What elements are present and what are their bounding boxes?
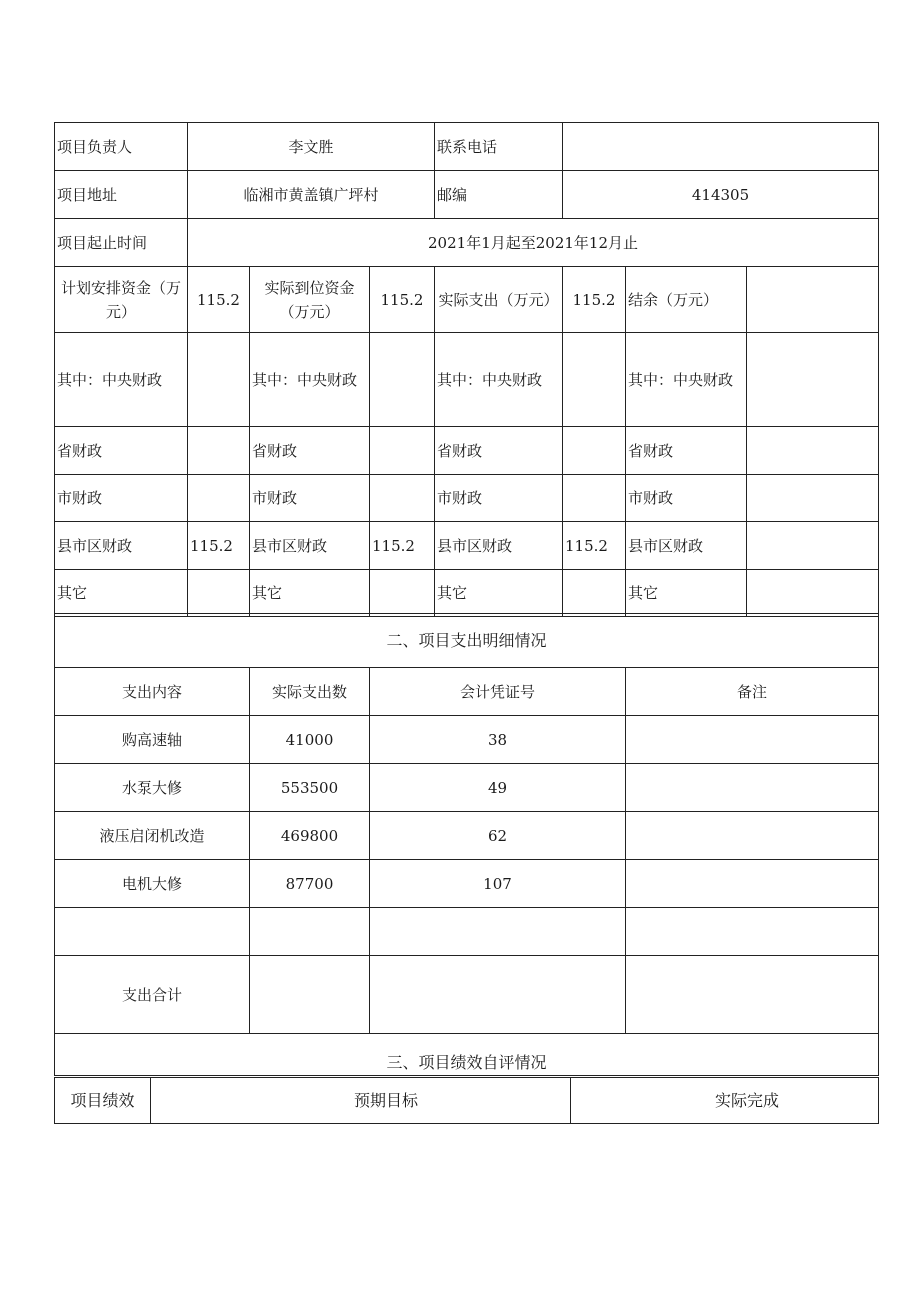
- expense-amount: 553500: [250, 764, 370, 812]
- fund-source-label: 其它: [435, 570, 563, 617]
- fund-source-label: 市财政: [626, 475, 747, 522]
- expense-total-voucher: [370, 956, 626, 1034]
- planned-funds-label: 计划安排资金（万元）: [55, 267, 188, 333]
- performance-table: [54, 1077, 879, 1124]
- expense-amount: 41000: [250, 716, 370, 764]
- expense-total-row: [55, 956, 879, 1034]
- fund-source-value: [747, 475, 879, 522]
- balance-label: 结余（万元）: [626, 267, 747, 333]
- expense-total-label: 支出合计: [55, 956, 250, 1034]
- actual-spend-label: 实际支出（万元）: [435, 267, 563, 333]
- expense-row: [55, 908, 879, 956]
- fund-row: [55, 333, 879, 427]
- expense-header-note: 备注: [626, 668, 879, 716]
- fund-source-value: [563, 475, 626, 522]
- expense-item: 购高速轴: [55, 716, 250, 764]
- performance-col-expected: 预期目标: [151, 1078, 571, 1124]
- expense-note: [626, 908, 879, 956]
- period-label: 项目起止时间: [55, 219, 188, 267]
- fund-source-value: 115.2: [563, 522, 626, 570]
- performance-col-actual: 实际完成: [571, 1078, 879, 1124]
- phone-label: 联系电话: [435, 123, 563, 171]
- project-info-table: [54, 122, 879, 617]
- fund-source-label: 其中：中央财政: [55, 333, 188, 427]
- expense-note: [626, 860, 879, 908]
- actual-funds-value: 115.2: [370, 267, 435, 333]
- address-value: 临湘市黄盖镇广坪村: [188, 171, 435, 219]
- fund-source-value: [747, 570, 879, 617]
- fund-source-label: 其它: [55, 570, 188, 617]
- phone-value: [563, 123, 879, 171]
- fund-source-value: [563, 333, 626, 427]
- fund-source-value: 115.2: [370, 522, 435, 570]
- expense-voucher: 38: [370, 716, 626, 764]
- fund-source-value: [563, 570, 626, 617]
- expense-total-amount: [250, 956, 370, 1034]
- leader-label: 项目负责人: [55, 123, 188, 171]
- expense-item: 水泵大修: [55, 764, 250, 812]
- fund-source-value: [370, 333, 435, 427]
- expense-row: [55, 860, 879, 908]
- expense-amount: 87700: [250, 860, 370, 908]
- expense-header-voucher: 会计凭证号: [370, 668, 626, 716]
- expense-item: 液压启闭机改造: [55, 812, 250, 860]
- fund-source-label: 县市区财政: [55, 522, 188, 570]
- fund-source-value: [747, 522, 879, 570]
- fund-source-value: 115.2: [188, 522, 250, 570]
- address-label: 项目地址: [55, 171, 188, 219]
- expense-amount: [250, 908, 370, 956]
- expense-row: [55, 716, 879, 764]
- expense-item: [55, 908, 250, 956]
- fund-source-label: 省财政: [435, 427, 563, 475]
- expense-item: 电机大修: [55, 860, 250, 908]
- actual-spend-value: 115.2: [563, 267, 626, 333]
- expense-voucher: 107: [370, 860, 626, 908]
- fund-source-value: [370, 570, 435, 617]
- fund-source-label: 市财政: [435, 475, 563, 522]
- period-value: 2021年1月起至2021年12月止: [188, 219, 879, 267]
- fund-source-value: [370, 427, 435, 475]
- expense-total-note: [626, 956, 879, 1034]
- fund-source-label: 省财政: [250, 427, 370, 475]
- fund-row: [55, 522, 879, 570]
- expense-voucher: 62: [370, 812, 626, 860]
- fund-source-label: 县市区财政: [626, 522, 747, 570]
- fund-source-value: [188, 570, 250, 617]
- fund-row: [55, 570, 879, 617]
- fund-source-label: 其中：中央财政: [250, 333, 370, 427]
- fund-source-label: 省财政: [626, 427, 747, 475]
- expense-header-item: 支出内容: [55, 668, 250, 716]
- fund-source-label: 县市区财政: [250, 522, 370, 570]
- fund-source-value: [188, 427, 250, 475]
- expense-amount: 469800: [250, 812, 370, 860]
- fund-source-label: 其中：中央财政: [626, 333, 747, 427]
- performance-col-label: 项目绩效: [55, 1078, 151, 1124]
- fund-source-value: [563, 427, 626, 475]
- expense-note: [626, 764, 879, 812]
- fund-source-value: [188, 333, 250, 427]
- fund-source-label: 其中：中央财政: [435, 333, 563, 427]
- fund-source-value: [747, 333, 879, 427]
- expense-voucher: 49: [370, 764, 626, 812]
- fund-row: [55, 427, 879, 475]
- fund-source-label: 其它: [250, 570, 370, 617]
- leader-name: 李文胜: [188, 123, 435, 171]
- fund-source-label: 省财政: [55, 427, 188, 475]
- fund-source-value: [188, 475, 250, 522]
- balance-value: [747, 267, 879, 333]
- performance-section-title: 三、项目绩效自评情况: [55, 1034, 879, 1076]
- fund-source-label: 县市区财政: [435, 522, 563, 570]
- fund-source-label: 其它: [626, 570, 747, 617]
- actual-funds-label: 实际到位资金（万元）: [250, 267, 370, 333]
- fund-source-value: [747, 427, 879, 475]
- zip-label: 邮编: [435, 171, 563, 219]
- expense-section-title: 二、项目支出明细情况: [55, 614, 879, 668]
- fund-source-label: 市财政: [250, 475, 370, 522]
- fund-source-value: [370, 475, 435, 522]
- expense-header-amount: 实际支出数: [250, 668, 370, 716]
- fund-source-label: 市财政: [55, 475, 188, 522]
- expense-row: [55, 812, 879, 860]
- planned-funds-value: 115.2: [188, 267, 250, 333]
- zip-value: 414305: [563, 171, 879, 219]
- fund-row: [55, 475, 879, 522]
- expense-row: [55, 764, 879, 812]
- expense-voucher: [370, 908, 626, 956]
- expense-table: [54, 613, 879, 1076]
- expense-note: [626, 716, 879, 764]
- expense-note: [626, 812, 879, 860]
